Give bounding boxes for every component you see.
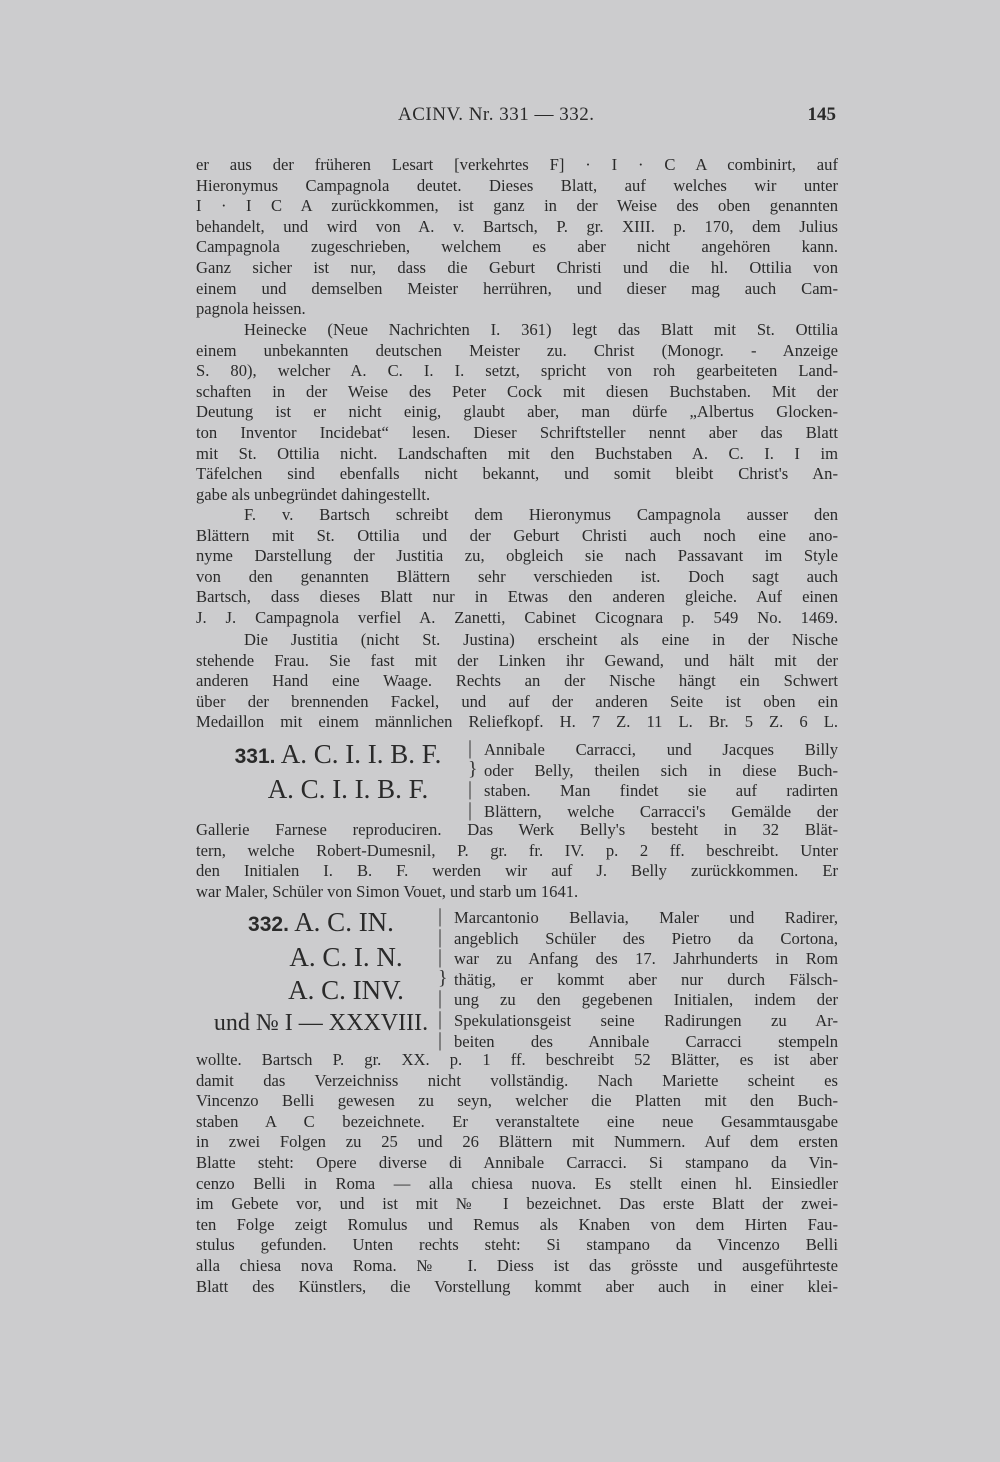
- text-line: F. v. Bartsch schreibt dem Hieronymus Campagnola ausser den: [244, 505, 838, 524]
- text-line: einem und demselben Meister herrühren, und dieser mag auch Cam-: [196, 278, 838, 298]
- monogram-text: A. C. I. N.: [289, 942, 403, 972]
- text-line: Annibale Carracci, und Jacques Billy: [484, 740, 838, 759]
- monogram-text: A. C. I. I. B. F.: [267, 774, 429, 804]
- text-line: stehende Frau. Sie fast mit der Linken ihr Gewand, und hält mit der: [196, 650, 838, 670]
- text-line: Heinecke (Neue Nachrichten I. 361) legt das Blatt mit St. Ottilia: [244, 320, 838, 339]
- monogram-text: A. C. I. I. B. F.: [280, 739, 442, 769]
- text-line: war zu Anfang des 17. Jahrhunderts in Rom: [454, 949, 838, 969]
- text-line: oder Belly, theilen sich in diese Buch-: [484, 760, 838, 780]
- text-line: mit St. Ottilia nicht. Landschaften mit den Buchstaben A. C. I. I im: [196, 443, 838, 463]
- text-line: Hieronymus Campagnola deutet. Dieses Blatt, auf welches wir unter: [196, 175, 838, 195]
- entry-332-body: [196, 1050, 838, 1297]
- text-line: ten Folge zeigt Romulus und Remus als Knaben von dem Hirten Fau-: [196, 1214, 838, 1234]
- brace-mark: | | | } | | |: [438, 905, 448, 1051]
- text-line: tern, welche Robert-Dumesnil, P. gr. fr. IV. p. 2 ff. beschreibt. Unter: [196, 840, 838, 860]
- text-line: ung zu den gegebenen Initialen, indem der: [454, 990, 838, 1010]
- text-line: I · I C A zurückkommen, ist ganz in der Weise des oben genannten: [196, 196, 838, 216]
- monogram-text: und № I — XXXVIII.: [213, 1010, 429, 1036]
- monogram-text: A. C. INV.: [288, 975, 404, 1005]
- text-line: einem unbekannten deutschen Meister zu. Christ (Monogr. - Anzeige: [196, 340, 838, 360]
- initials-line: [196, 906, 446, 941]
- text-line: Blättern, welche Carracci's Gemälde der: [484, 801, 838, 821]
- text-line: stulus gefunden. Unten rechts steht: Si stampano da Vincenzo Belli: [196, 1235, 838, 1255]
- text-line: damit das Verzeichniss nicht vollständig. Nach Mariette scheint es: [196, 1070, 838, 1090]
- text-line: pagnola heissen.: [196, 299, 306, 319]
- running-title: ACINV. Nr. 331 — 332.: [398, 104, 595, 125]
- brace-mark: | } | |: [468, 737, 478, 821]
- text-line: wollte. Bartsch P. gr. XX. p. 1 ff. beschreibt 52 Blätter, es ist aber: [196, 1050, 838, 1069]
- text-line: Deutung ist er nicht einig, glaubt aber, man dürfe „Albertus Glocken-: [196, 402, 838, 422]
- text-line: im Gebete vor, und ist mit № I bezeichnet. Das erste Blatt der zwei-: [196, 1194, 838, 1214]
- text-line: Gallerie Farnese reproduciren. Das Werk Belly's besteht in 32 Blät-: [196, 820, 838, 839]
- entry-number: 331.: [234, 745, 276, 768]
- text-line: gabe als unbegründet dahingestellt.: [196, 484, 431, 504]
- entry-331-body: [196, 820, 838, 902]
- text-line: thätig, er kommt aber nur durch Fälsch-: [454, 969, 838, 989]
- paragraph-3: [196, 505, 838, 629]
- text-line: Medaillon mit einem männlichen Reliefkopf. H. 7 Z. 11 L. Br. 5 Z. 6 L.: [196, 712, 838, 732]
- initials-line: [196, 738, 480, 773]
- text-line: Bartsch, dass dieses Blatt nur in Etwas den anderen gleiche. Auf einen: [196, 587, 838, 607]
- entry-331-initials: [196, 738, 480, 806]
- monogram-text: A. C. IN.: [294, 907, 394, 937]
- page-header: [196, 104, 836, 132]
- entry-331-intro: [484, 740, 838, 822]
- text-line: von den genannten Blättern sehr verschieden ist. Doch sagt auch: [196, 566, 838, 586]
- text-line: nyme Darstellung der Justitia zu, obgleich sie nach Passavant im Style: [196, 546, 838, 566]
- text-line: anderen Hand eine Waage. Rechts an der Nische hängt ein Schwert: [196, 671, 838, 691]
- text-line: Die Justitia (nicht St. Justina) erscheint als eine in der Nische: [244, 630, 838, 649]
- text-line: alla chiesa nova Roma. № I. Diess ist das grösste und ausgeführteste: [196, 1255, 838, 1275]
- text-line: Ganz sicher ist nur, dass die Geburt Christi und die hl. Ottilia von: [196, 257, 838, 277]
- text-line: S. 80), welcher A. C. I. I. setzt, spricht von roh gearbeiteten Land-: [196, 361, 838, 381]
- entry-332-initials: [196, 906, 446, 1040]
- text-line: Marcantonio Bellavia, Maler und Radirer,: [454, 908, 838, 927]
- text-line: Campagnola zugeschrieben, welchem es aber nicht angehören kann.: [196, 237, 838, 257]
- text-line: beiten des Annibale Carracci stempeln: [454, 1031, 838, 1051]
- text-line: cenzo Belli in Roma — alla chiesa nuova. Es stellt einen hl. Einsiedler: [196, 1173, 838, 1193]
- page-number: 145: [807, 104, 836, 125]
- text-line: ton Inventor Incidebat“ lesen. Dieser Schriftsteller nennt aber das Blatt: [196, 422, 838, 442]
- entry-number: 332.: [248, 913, 289, 936]
- text-line: Blatte steht: Opere diverse di Annibale Carracci. Si stampano da Vin-: [196, 1152, 838, 1172]
- text-line: in zwei Folgen zu 25 und 26 Blättern mit Nummern. Auf dem ersten: [196, 1132, 838, 1152]
- text-line: J. J. Campagnola verfiel A. Zanetti, Cabinet Cicognara p. 549 No. 1469.: [196, 607, 838, 627]
- text-line: den Initialen I. B. F. werden wir auf J. Belly zurückkommen. Er: [196, 861, 838, 881]
- text-line: über der brennenden Fackel, und auf der anderen Seite ist oben ein: [196, 691, 838, 711]
- entry-332-intro: [454, 908, 838, 1052]
- text-line: behandelt, und wird von A. v. Bartsch, P. gr. XIII. p. 170, dem Julius: [196, 216, 838, 236]
- text-line: schaften in der Weise des Peter Cock mit diesen Buchstaben. Mit der: [196, 381, 838, 401]
- paragraph-2: [196, 320, 838, 505]
- entry-331-heading: [196, 738, 838, 828]
- text-line: er aus der früheren Lesart [verkehrtes F] · I · C A combinirt, auf: [196, 155, 838, 174]
- text-line: Spekulationsgeist seine Radirungen zu Ar-: [454, 1010, 838, 1030]
- text-line: Blatt des Künstlers, die Vorstellung kommt aber auch in einer klei-: [196, 1276, 838, 1296]
- text-line: angeblich Schüler des Pietro da Cortona,: [454, 928, 838, 948]
- entry-332-heading: [196, 905, 838, 1051]
- text-line: staben A C bezeichnete. Er veranstaltete eine neue Gesammtausgabe: [196, 1111, 838, 1131]
- text-line: Blättern mit St. Ottilia und der Geburt Christi auch noch eine ano-: [196, 525, 838, 545]
- paragraph-1: [196, 155, 838, 320]
- text-line: war Maler, Schüler von Simon Vouet, und starb um 1641.: [196, 881, 579, 901]
- paragraph-4: [196, 630, 838, 733]
- text-line: Täfelchen sind ebenfalls nicht bekannt, und somit bleibt Christ's An-: [196, 464, 838, 484]
- text-line: staben. Man findet sie auf radirten: [484, 781, 838, 801]
- text-line: Vincenzo Belli gewesen zu seyn, welcher die Platten mit den Buch-: [196, 1091, 838, 1111]
